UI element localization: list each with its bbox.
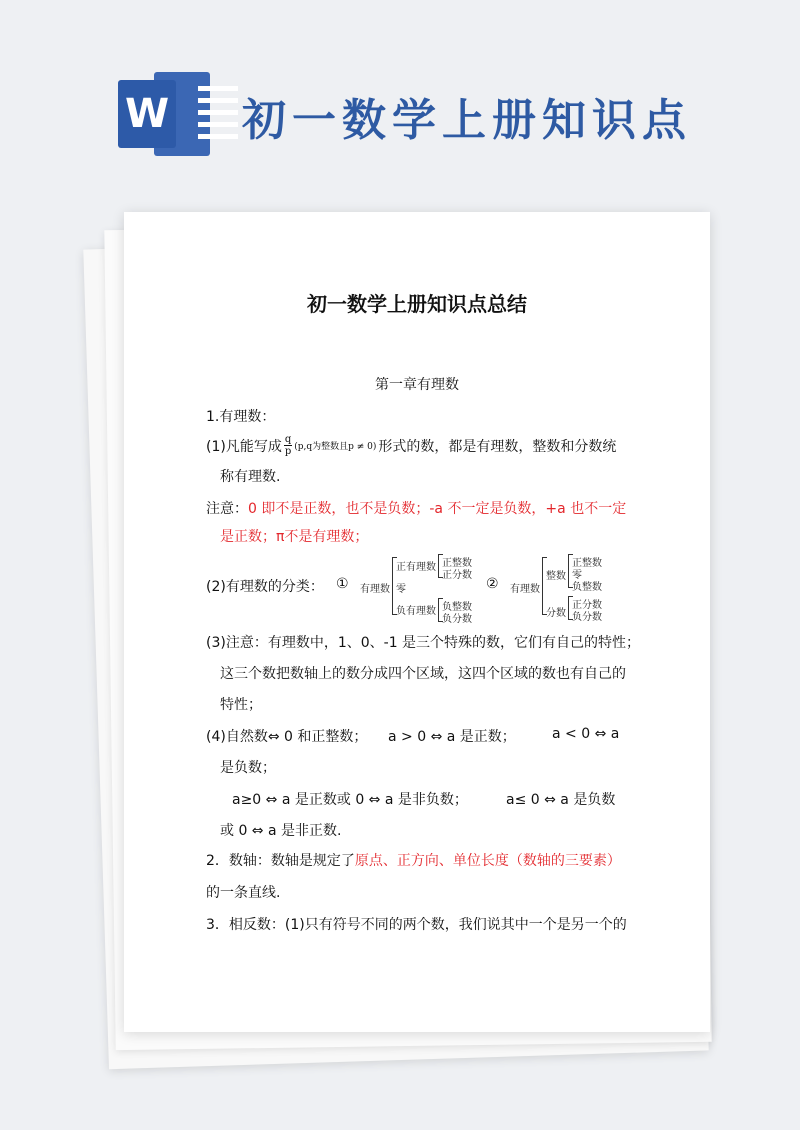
class2-integer: 整数 [546, 571, 566, 582]
fraction-numerator: q [284, 434, 292, 445]
section-1-paragraph-3: (3)注意：有理数中，1、0、-1 是三个特殊的数，它们有自己的特性； [206, 635, 641, 651]
section-1-paragraph-4-cont: 是负数； [220, 760, 276, 776]
brace [438, 598, 439, 622]
brace [392, 557, 393, 615]
brace [568, 554, 569, 588]
text-run: (1)凡能写成 [206, 438, 282, 455]
note-label: 注意： [206, 501, 248, 517]
brace [438, 554, 439, 578]
word-icon-line [198, 122, 238, 127]
class1-pos-int: 正整数 [442, 558, 472, 569]
class1-neg-rational: 负有理数 [396, 606, 436, 617]
note-text-red: 0 即不是正数，也不是负数；-a 不一定是负数，+a 也不一定 [248, 501, 627, 517]
section-1-paragraph-1-cont: 称有理数. [220, 469, 281, 485]
class2-pos-frac: 正分数 [572, 600, 602, 611]
circled-number-2: ② [486, 576, 499, 592]
class1-neg-int: 负整数 [442, 602, 472, 613]
class1-pos-rational: 正有理数 [396, 562, 436, 573]
class1-pos-frac: 正分数 [442, 570, 472, 581]
section-1-paragraph-4-part-3: a < 0 ⇔ a [552, 726, 620, 742]
classification-label: (2)有理数的分类： [206, 579, 324, 595]
section-1-paragraph-4-part-1: (4)自然数⇔ 0 和正整数； [206, 729, 368, 745]
text-run-red: 原点、正方向、单位长度（数轴的三要素） [354, 853, 621, 869]
class2-zero: 零 [572, 570, 582, 581]
section-2-line-1 [206, 850, 621, 870]
section-1-paragraph-4-line-3a: a≥0 ⇔ a 是正数或 0 ⇔ a 是非负数； [232, 792, 468, 808]
document-page [124, 212, 710, 1032]
class2-neg-frac: 负分数 [572, 612, 602, 623]
text-run: 2．数轴：数轴是规定了 [206, 853, 355, 869]
class2-pos-int: 正整数 [572, 558, 602, 569]
document-title: 初一数学上册知识点总结 [307, 292, 527, 316]
circled-number-1: ① [336, 576, 349, 592]
fraction-condition: (p,q为整数且p ≠ 0) [294, 442, 377, 452]
section-1-paragraph-1 [206, 434, 616, 457]
class1-root: 有理数 [360, 584, 390, 595]
section-1-paragraph-3-cont: 这三个数把数轴上的数分成四个区域，这四个区域的数也有自己的 [220, 666, 626, 682]
brace [542, 557, 543, 615]
note-line-2: 是正数；π不是有理数； [220, 529, 369, 545]
fraction-q-over-p [284, 434, 292, 457]
class1-zero: 零 [396, 584, 406, 595]
section-1-paragraph-4-line-4: 或 0 ⇔ a 是非正数. [220, 823, 342, 839]
word-icon-letter: W [118, 80, 176, 148]
text-run: 形式的数，都是有理数，整数和分数统 [378, 438, 617, 455]
word-icon-line [198, 110, 238, 115]
word-icon-line [198, 134, 238, 139]
section-1-paragraph-3-cont: 特性； [220, 697, 262, 713]
brace [568, 596, 569, 620]
word-app-icon [118, 72, 210, 156]
class2-root: 有理数 [510, 584, 540, 595]
banner-title: 初一数学上册知识点 [242, 95, 692, 146]
class2-neg-int: 负整数 [572, 582, 602, 593]
class1-neg-frac: 负分数 [442, 614, 472, 625]
word-icon-line [198, 86, 238, 91]
note-line-1 [206, 498, 626, 518]
section-1-paragraph-4-part-2: a > 0 ⇔ a 是正数； [388, 729, 516, 745]
section-1-paragraph-4-line-3b: a≤ 0 ⇔ a 是负数 [506, 792, 616, 808]
banner [0, 0, 800, 200]
section-1-heading: 1.有理数： [206, 409, 276, 425]
chapter-heading: 第一章有理数 [375, 377, 459, 393]
fraction-denominator: p [284, 446, 292, 457]
section-3-line-1: 3．相反数：(1)只有符号不同的两个数，我们说其中一个是另一个的 [206, 917, 627, 933]
class2-fraction: 分数 [546, 608, 566, 619]
section-2-line-2: 的一条直线. [206, 885, 281, 901]
word-icon-line [198, 98, 238, 103]
